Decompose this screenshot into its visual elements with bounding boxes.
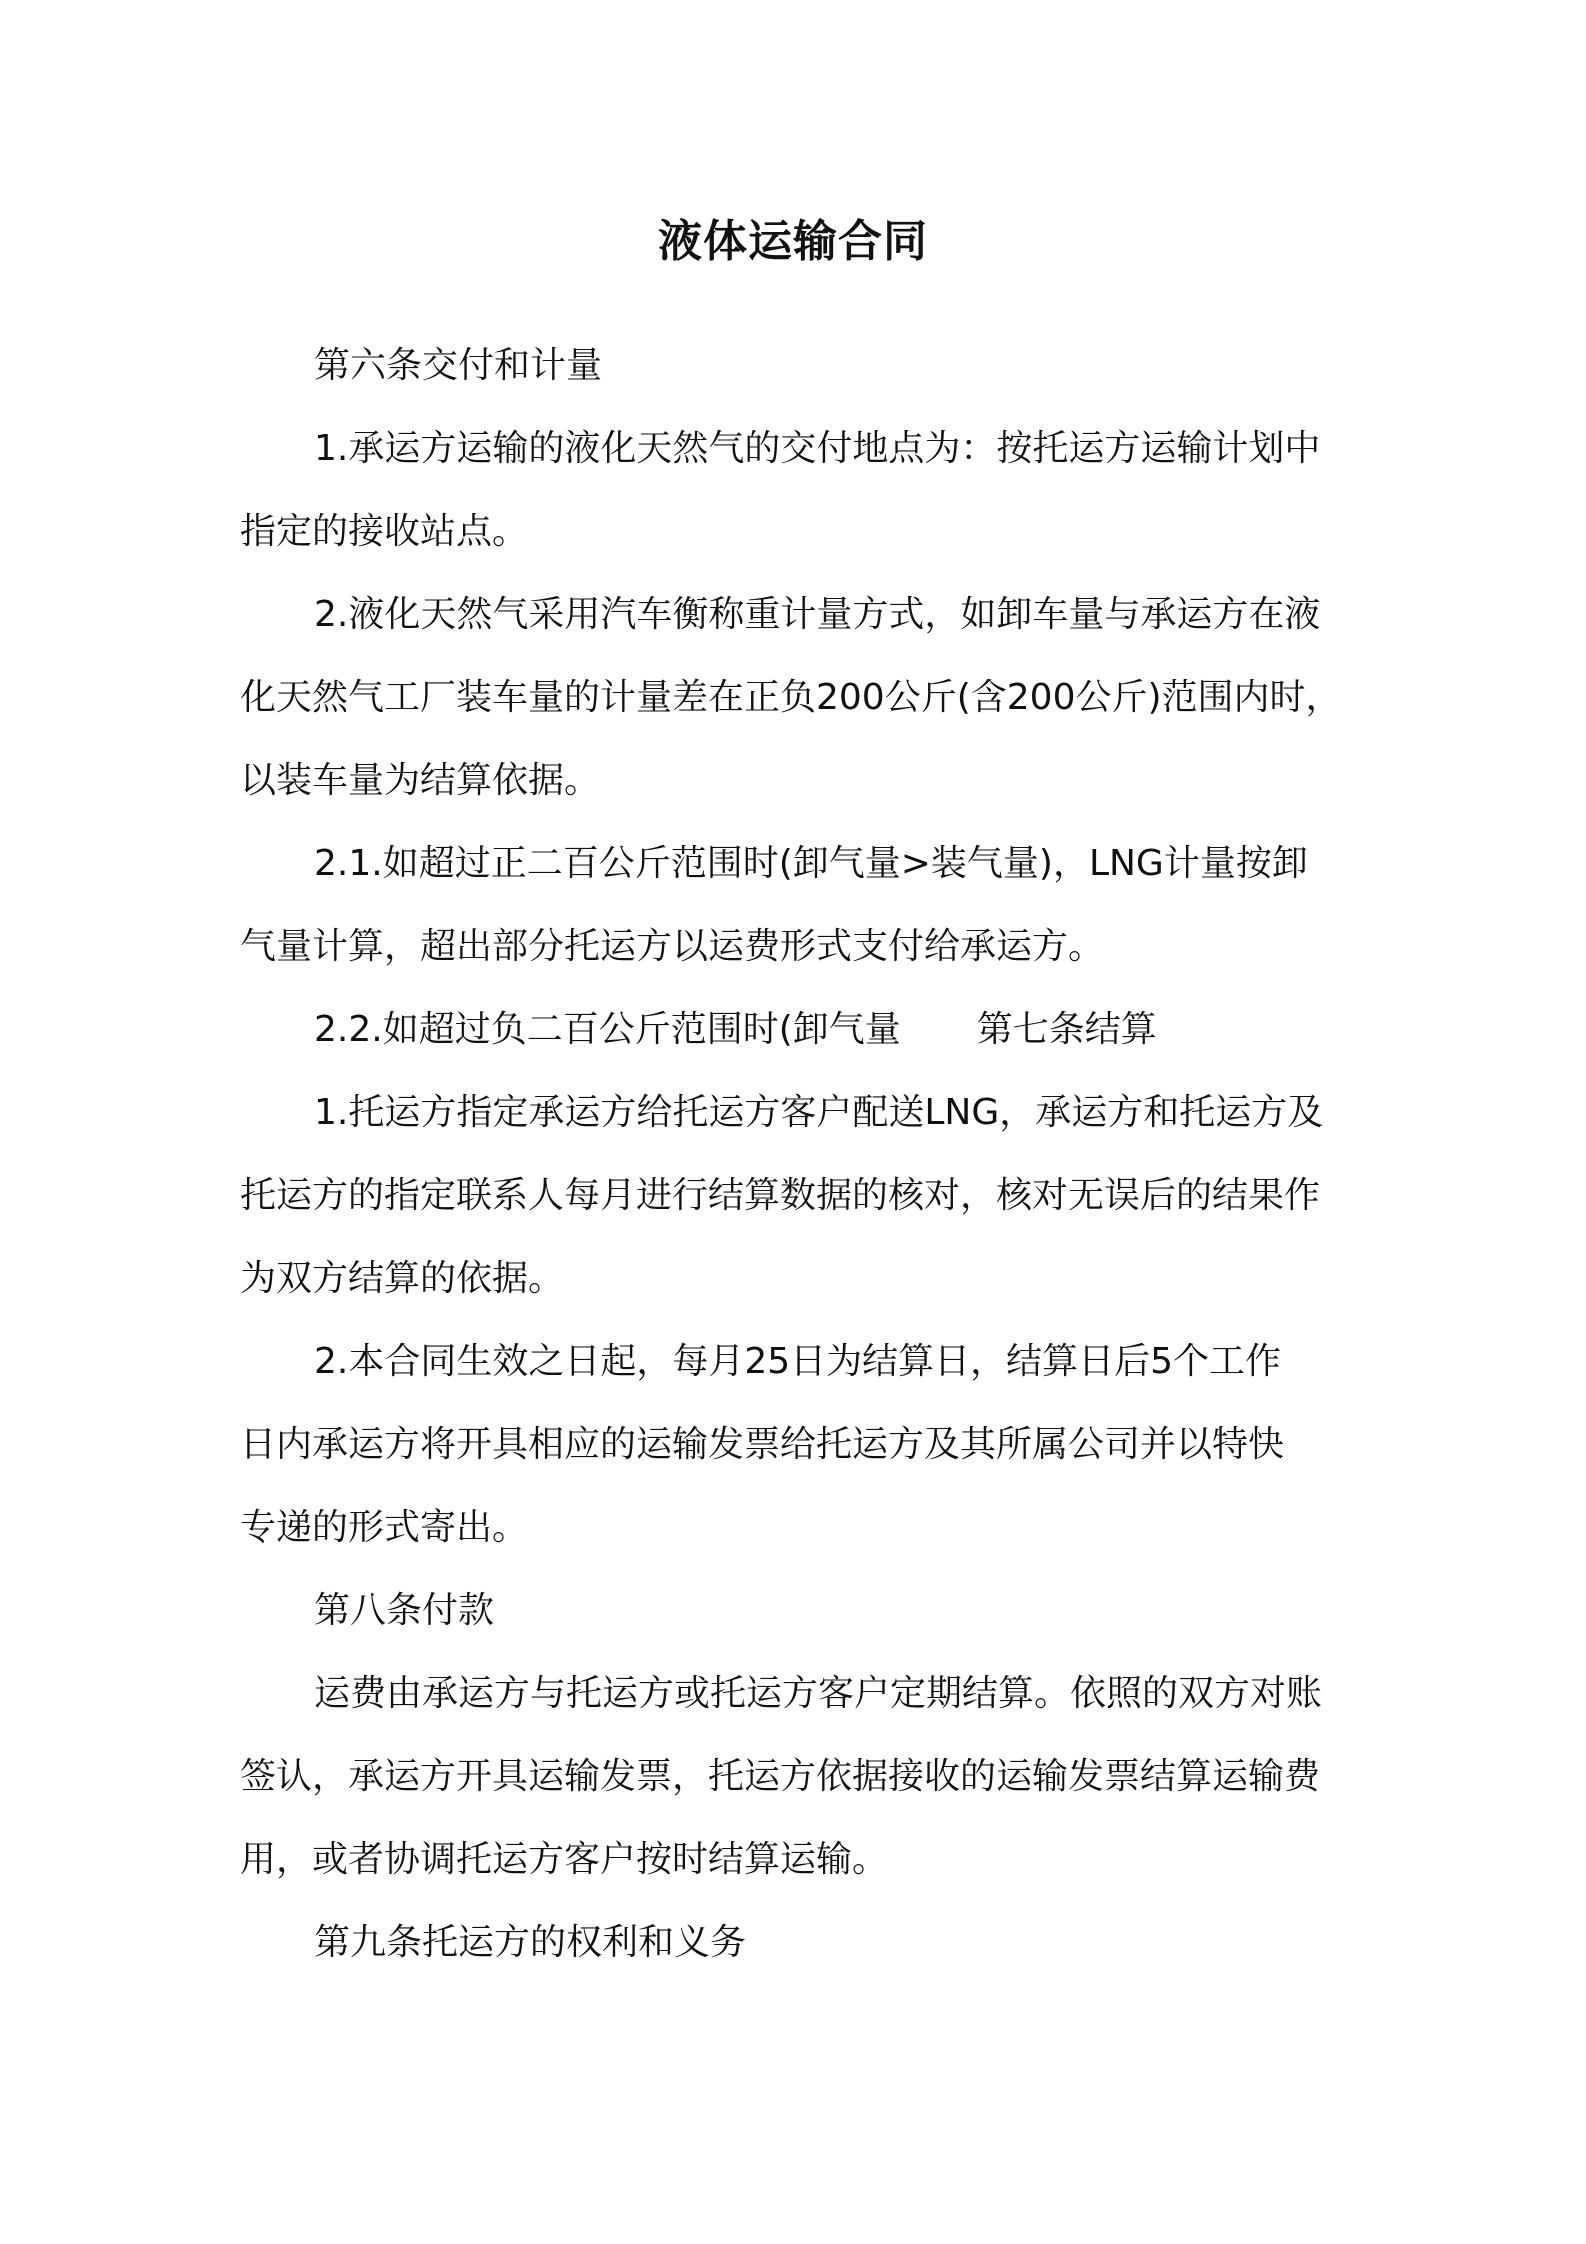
article-6-clause-1-line-1: 1.承运方运输的液化天然气的交付地点为：按托运方运输计划中 — [314, 428, 1321, 469]
article-7-clause-1-line-2: 托运方的指定联系人每月进行结算数据的核对，核对无误后的结果作 — [240, 1175, 1321, 1216]
article-6-clause-2-line-3: 以装车量为结算依据。 — [240, 760, 601, 801]
article-8-heading: 第八条付款 — [314, 1590, 495, 1631]
article-6-clause-2-2-line — [240, 988, 1360, 1071]
article-6-clause-1-line-2: 指定的接收站点。 — [240, 511, 529, 552]
article-8-text-line-1: 运费由承运方与托运方或托运方客户定期结算。依照的双方对账 — [314, 1673, 1323, 1714]
article-6-clause-2-line-1: 2.液化天然气采用汽车衡称重计量方式，如卸车量与承运方在液 — [314, 594, 1321, 635]
article-9-heading: 第九条托运方的权利和义务 — [314, 1922, 747, 1963]
article-8-text-line-3: 用，或者协调托运方客户按时结算运输。 — [240, 1839, 889, 1880]
document-title: 液体运输合同 — [658, 216, 928, 267]
article-7-clause-2-line-1: 2.本合同生效之日起，每月25日为结算日，结算日后5个工作 — [314, 1341, 1282, 1382]
article-7-clause-2-line-3: 专递的形式寄出。 — [240, 1507, 529, 1548]
article-6-clause-2-2-text: 2.2.如超过负二百公斤范围时(卸气量 — [314, 1009, 901, 1050]
document-body — [240, 324, 1360, 1984]
article-6-clause-2-1-line-2: 气量计算，超出部分托运方以运费形式支付给承运方。 — [240, 926, 1105, 967]
article-8-text-line-2: 签认，承运方开具运输发票，托运方依据接收的运输发票结算运输费 — [240, 1756, 1321, 1797]
article-7-clause-2-line-2: 日内承运方将开具相应的运输发票给托运方及其所属公司并以特快 — [240, 1424, 1285, 1465]
article-6-clause-2-line-2: 化天然气工厂装车量的计量差在正负200公斤(含200公斤)范围内时， — [240, 677, 1342, 718]
article-7-clause-1-line-1: 1.托运方指定承运方给托运方客户配送LNG，承运方和托运方及 — [314, 1092, 1324, 1133]
article-7-clause-1-line-3: 为双方结算的依据。 — [240, 1258, 565, 1299]
article-6-heading: 第六条交付和计量 — [314, 345, 603, 386]
article-7-heading: 第七条结算 — [976, 1009, 1157, 1050]
article-6-clause-2-1-line-1: 2.1.如超过正二百公斤范围时(卸气量>装气量)，LNG计量按卸 — [314, 843, 1308, 884]
